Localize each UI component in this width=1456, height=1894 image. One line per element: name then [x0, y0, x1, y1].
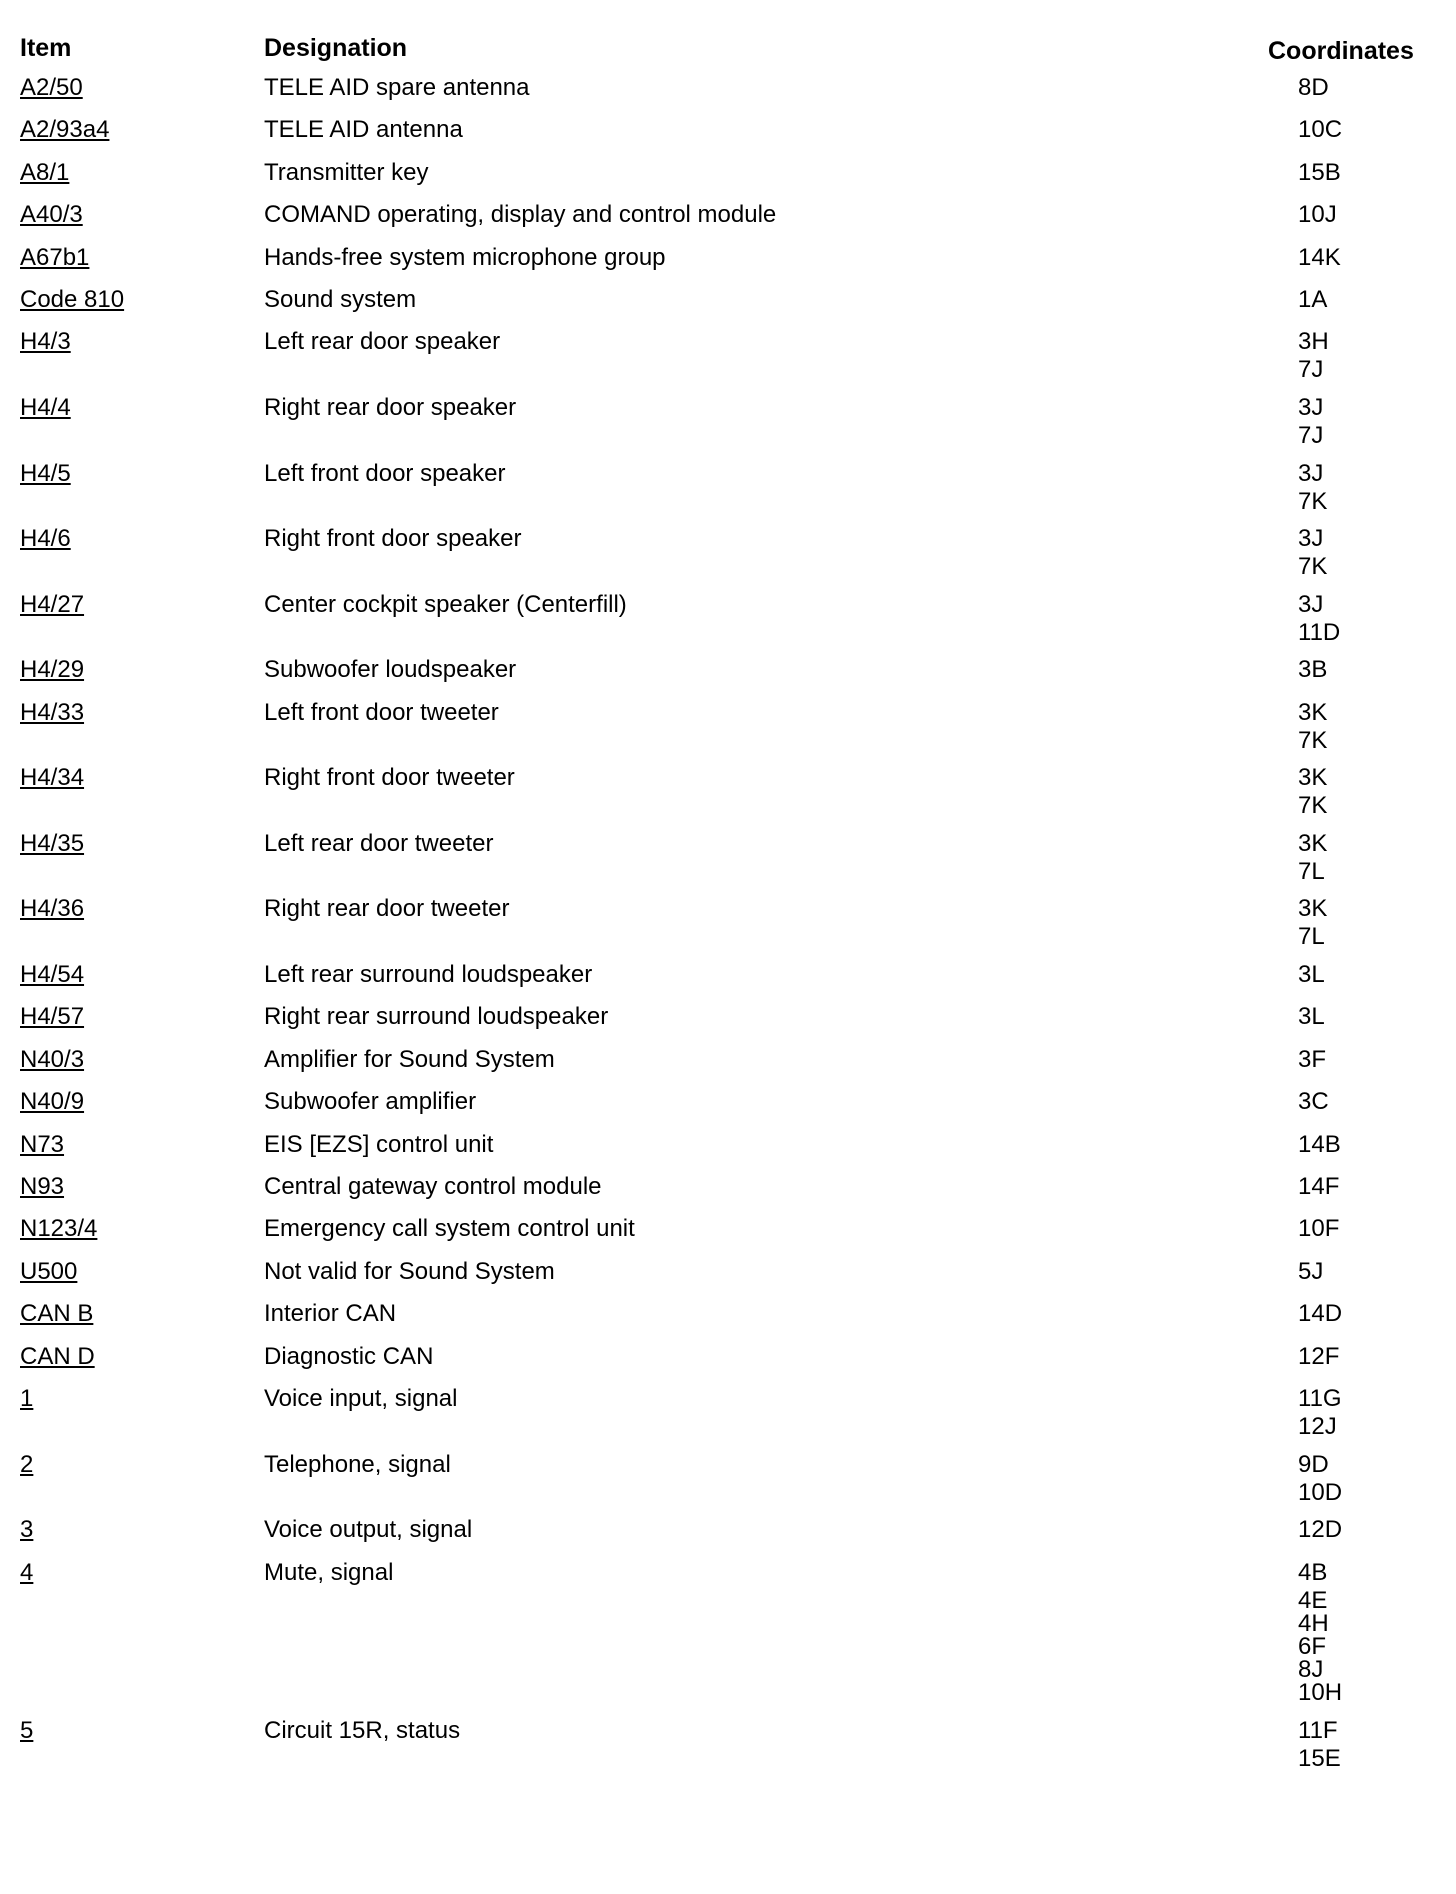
- designation-text: TELE AID antenna: [264, 116, 463, 144]
- coordinate-value: 3C: [1298, 1088, 1329, 1116]
- table-row: [0, 1340, 1456, 1382]
- coordinate-value: 3J: [1298, 459, 1324, 487]
- table-row: [0, 1255, 1456, 1297]
- coordinates-cell: [1298, 328, 1329, 384]
- coordinates-cell: [1298, 895, 1328, 951]
- coordinate-value: 10J: [1298, 201, 1337, 229]
- coordinates-cell: [1298, 1716, 1341, 1772]
- table-row: [0, 391, 1456, 457]
- coordinates-cell: [1298, 764, 1328, 820]
- item-link[interactable]: U500: [20, 1257, 78, 1285]
- coordinate-value: 11G: [1298, 1384, 1342, 1412]
- coordinate-value: 11F: [1298, 1716, 1338, 1744]
- item-link[interactable]: H4/33: [20, 698, 85, 726]
- item-link[interactable]: H4/57: [20, 1003, 85, 1031]
- designation-text: Sound system: [264, 285, 417, 313]
- table-row: [0, 198, 1456, 240]
- coordinates-cell: [1298, 116, 1342, 144]
- column-header-item: Item: [20, 34, 72, 62]
- table-row: [0, 71, 1456, 113]
- item-link[interactable]: H4/3: [20, 328, 71, 356]
- designation-text: Emergency call system control unit: [264, 1215, 635, 1243]
- designation-text: EIS [EZS] control unit: [264, 1130, 494, 1158]
- designation-text: Right rear door speaker: [264, 393, 517, 421]
- coordinate-value: 15B: [1298, 158, 1341, 186]
- coordinates-cell: [1298, 1131, 1341, 1159]
- coordinates-cell: [1298, 1215, 1339, 1243]
- coordinates-cell: [1298, 159, 1341, 187]
- item-link[interactable]: H4/6: [20, 525, 71, 553]
- designation-text: Left front door speaker: [264, 459, 506, 487]
- coordinates-cell: [1298, 1384, 1342, 1440]
- coordinates-cell: [1298, 1516, 1342, 1544]
- table-row: [0, 325, 1456, 391]
- item-link[interactable]: 3: [20, 1516, 34, 1544]
- designation-text: Right rear surround loudspeaker: [264, 1003, 609, 1031]
- coordinate-value: 12D: [1298, 1516, 1343, 1544]
- coordinate-value: 10C: [1298, 116, 1343, 144]
- coordinate-value: 5J: [1298, 1257, 1324, 1285]
- column-header-coordinates: Coordinates: [1268, 37, 1414, 65]
- coordinates-cell: [1298, 961, 1325, 989]
- coordinates-cell: [1298, 829, 1328, 885]
- coordinates-cell: [1298, 525, 1328, 581]
- designation-text: Mute, signal: [264, 1558, 394, 1586]
- coordinate-value: 1A: [1298, 285, 1328, 313]
- item-link[interactable]: H4/54: [20, 961, 85, 989]
- coordinate-value: 7K: [1298, 726, 1328, 754]
- designation-text: Right front door speaker: [264, 525, 522, 553]
- table-row: [0, 1170, 1456, 1212]
- table-header: [0, 0, 1456, 80]
- item-link[interactable]: A40/3: [20, 201, 83, 229]
- designation-text: Right front door tweeter: [264, 764, 515, 792]
- table-row: [0, 156, 1456, 198]
- coordinates-cell: [1298, 393, 1324, 449]
- table-row: [0, 1714, 1456, 1780]
- coordinate-value: 11D: [1298, 618, 1341, 646]
- coordinates-cell: [1298, 1300, 1342, 1328]
- coordinates-cell: [1298, 1450, 1343, 1506]
- designation-text: Subwoofer loudspeaker: [264, 656, 517, 684]
- item-link[interactable]: CAN D: [20, 1342, 95, 1370]
- item-link[interactable]: CAN B: [20, 1300, 94, 1328]
- designation-text: Circuit 15R, status: [264, 1716, 461, 1744]
- designation-text: Not valid for Sound System: [264, 1257, 555, 1285]
- table-row: [0, 113, 1456, 155]
- designation-text: Left front door tweeter: [264, 698, 499, 726]
- designation-text: Telephone, signal: [264, 1450, 451, 1478]
- legend-table-body: [0, 71, 1456, 1780]
- table-row: [0, 892, 1456, 958]
- coordinate-value: 8D: [1298, 74, 1329, 101]
- table-row: [0, 1000, 1456, 1042]
- coordinates-cell: [1298, 74, 1329, 102]
- coordinate-value: 7J: [1298, 421, 1324, 449]
- coordinate-value: 3K: [1298, 764, 1328, 792]
- item-link[interactable]: 1: [20, 1384, 34, 1412]
- designation-text: Hands-free system microphone group: [264, 243, 666, 271]
- table-row: [0, 1297, 1456, 1339]
- table-row: [0, 1085, 1456, 1127]
- coordinate-value: 7K: [1298, 553, 1328, 581]
- table-row: [0, 457, 1456, 523]
- coordinate-value: 6F: [1298, 1632, 1327, 1660]
- coordinate-value: 10D: [1298, 1478, 1343, 1506]
- table-row: [0, 1043, 1456, 1085]
- designation-text: Diagnostic CAN: [264, 1342, 434, 1370]
- table-row: [0, 696, 1456, 762]
- table-row: [0, 1513, 1456, 1555]
- coordinate-value: 8J: [1298, 1656, 1324, 1684]
- table-row: [0, 1128, 1456, 1170]
- coordinates-cell: [1298, 459, 1328, 515]
- coordinate-value: 14D: [1298, 1300, 1343, 1328]
- coordinate-value: 3K: [1298, 698, 1328, 726]
- table-row: [0, 761, 1456, 827]
- item-link[interactable]: H4/27: [20, 590, 85, 618]
- designation-text: Voice input, signal: [264, 1384, 458, 1412]
- coordinates-cell: [1298, 656, 1327, 684]
- designation-text: Center cockpit speaker (Centerfill): [264, 590, 627, 618]
- table-row: [0, 1212, 1456, 1254]
- item-link[interactable]: 4: [20, 1558, 34, 1586]
- designation-text: Central gateway control module: [264, 1173, 602, 1201]
- coordinate-value: 7K: [1298, 792, 1328, 820]
- table-row: [0, 1382, 1456, 1448]
- designation-text: Amplifier for Sound System: [264, 1045, 555, 1073]
- coordinate-value: 4B: [1298, 1558, 1328, 1586]
- coordinate-value: 3L: [1298, 1003, 1325, 1031]
- designation-text: Transmitter key: [264, 158, 429, 186]
- coordinate-value: 12F: [1298, 1342, 1340, 1370]
- coordinate-value: 4E: [1298, 1586, 1328, 1614]
- table-row: [0, 588, 1456, 654]
- coordinate-value: 14K: [1298, 243, 1341, 271]
- item-link[interactable]: 2: [20, 1450, 34, 1478]
- item-link[interactable]: H4/36: [20, 895, 85, 923]
- designation-text: COMAND operating, display and control module: [264, 201, 777, 229]
- item-link[interactable]: A2/50: [20, 74, 83, 101]
- item-link[interactable]: H4/35: [20, 829, 85, 857]
- table-row: [0, 241, 1456, 283]
- item-link[interactable]: H4/34: [20, 764, 85, 792]
- designation-text: Left rear door speaker: [264, 328, 501, 356]
- item-link[interactable]: N93: [20, 1173, 65, 1201]
- coordinate-value: 3J: [1298, 393, 1324, 421]
- coordinate-value: 7K: [1298, 487, 1328, 515]
- item-link[interactable]: A8/1: [20, 158, 70, 186]
- coordinate-value: 12J: [1298, 1412, 1337, 1440]
- coordinates-cell: [1298, 698, 1328, 754]
- designation-text: TELE AID spare antenna: [264, 74, 530, 101]
- coordinate-value: 3K: [1298, 829, 1328, 857]
- coordinate-value: 7L: [1298, 923, 1325, 951]
- coordinate-value: 7J: [1298, 356, 1324, 384]
- coordinates-cell: [1298, 1046, 1326, 1074]
- coordinate-value: 15E: [1298, 1744, 1341, 1772]
- coordinate-value: 3H: [1298, 328, 1329, 356]
- coordinate-value: 3B: [1298, 656, 1328, 684]
- coordinates-cell: [1298, 201, 1337, 229]
- table-row: [0, 653, 1456, 695]
- designation-text: Left rear surround loudspeaker: [264, 961, 593, 989]
- item-link[interactable]: A2/93a4: [20, 116, 110, 144]
- coordinates-cell: [1298, 1173, 1339, 1201]
- item-link[interactable]: H4/4: [20, 393, 71, 421]
- coordinate-value: 3L: [1298, 961, 1325, 989]
- table-row: [0, 1448, 1456, 1514]
- designation-text: Interior CAN: [264, 1300, 397, 1328]
- coordinates-cell: [1298, 1258, 1323, 1286]
- coordinate-value: 4H: [1298, 1609, 1329, 1637]
- item-link[interactable]: N40/9: [20, 1088, 85, 1116]
- item-link[interactable]: N40/3: [20, 1045, 85, 1073]
- table-row: [0, 283, 1456, 325]
- item-link[interactable]: N123/4: [20, 1215, 98, 1243]
- coordinate-value: 7L: [1298, 857, 1325, 885]
- table-row: [0, 522, 1456, 588]
- column-header-designation: Designation: [264, 34, 408, 62]
- coordinate-value: 3J: [1298, 590, 1324, 618]
- coordinate-value: 3J: [1298, 525, 1324, 553]
- designation-text: Voice output, signal: [264, 1516, 473, 1544]
- table-row: [0, 827, 1456, 893]
- item-link[interactable]: H4/29: [20, 656, 85, 684]
- coordinate-value: 14B: [1298, 1130, 1341, 1158]
- item-link[interactable]: H4/5: [20, 459, 71, 487]
- coordinates-cell: [1298, 1088, 1329, 1116]
- coordinates-cell: [1298, 590, 1341, 646]
- table-row: [0, 958, 1456, 1000]
- coordinate-value: 10H: [1298, 1679, 1343, 1707]
- coordinate-value: 3F: [1298, 1045, 1327, 1073]
- coordinates-cell: [1298, 286, 1327, 314]
- table-row: [0, 1556, 1456, 1714]
- designation-text: Left rear door tweeter: [264, 829, 494, 857]
- coordinates-cell: [1298, 244, 1341, 272]
- coordinate-value: 10F: [1298, 1215, 1340, 1243]
- coordinates-cell: [1298, 1343, 1339, 1371]
- item-link[interactable]: N73: [20, 1130, 65, 1158]
- coordinate-value: 14F: [1298, 1173, 1340, 1201]
- coordinate-value: 3K: [1298, 895, 1328, 923]
- designation-text: Subwoofer amplifier: [264, 1088, 477, 1116]
- item-link[interactable]: 5: [20, 1716, 34, 1744]
- coordinate-value: 9D: [1298, 1450, 1329, 1478]
- coordinates-cell: [1298, 1003, 1325, 1031]
- item-link[interactable]: Code 810: [20, 285, 125, 313]
- item-link[interactable]: A67b1: [20, 243, 90, 271]
- designation-text: Right rear door tweeter: [264, 895, 510, 923]
- coordinates-cell: [1298, 1558, 1343, 1707]
